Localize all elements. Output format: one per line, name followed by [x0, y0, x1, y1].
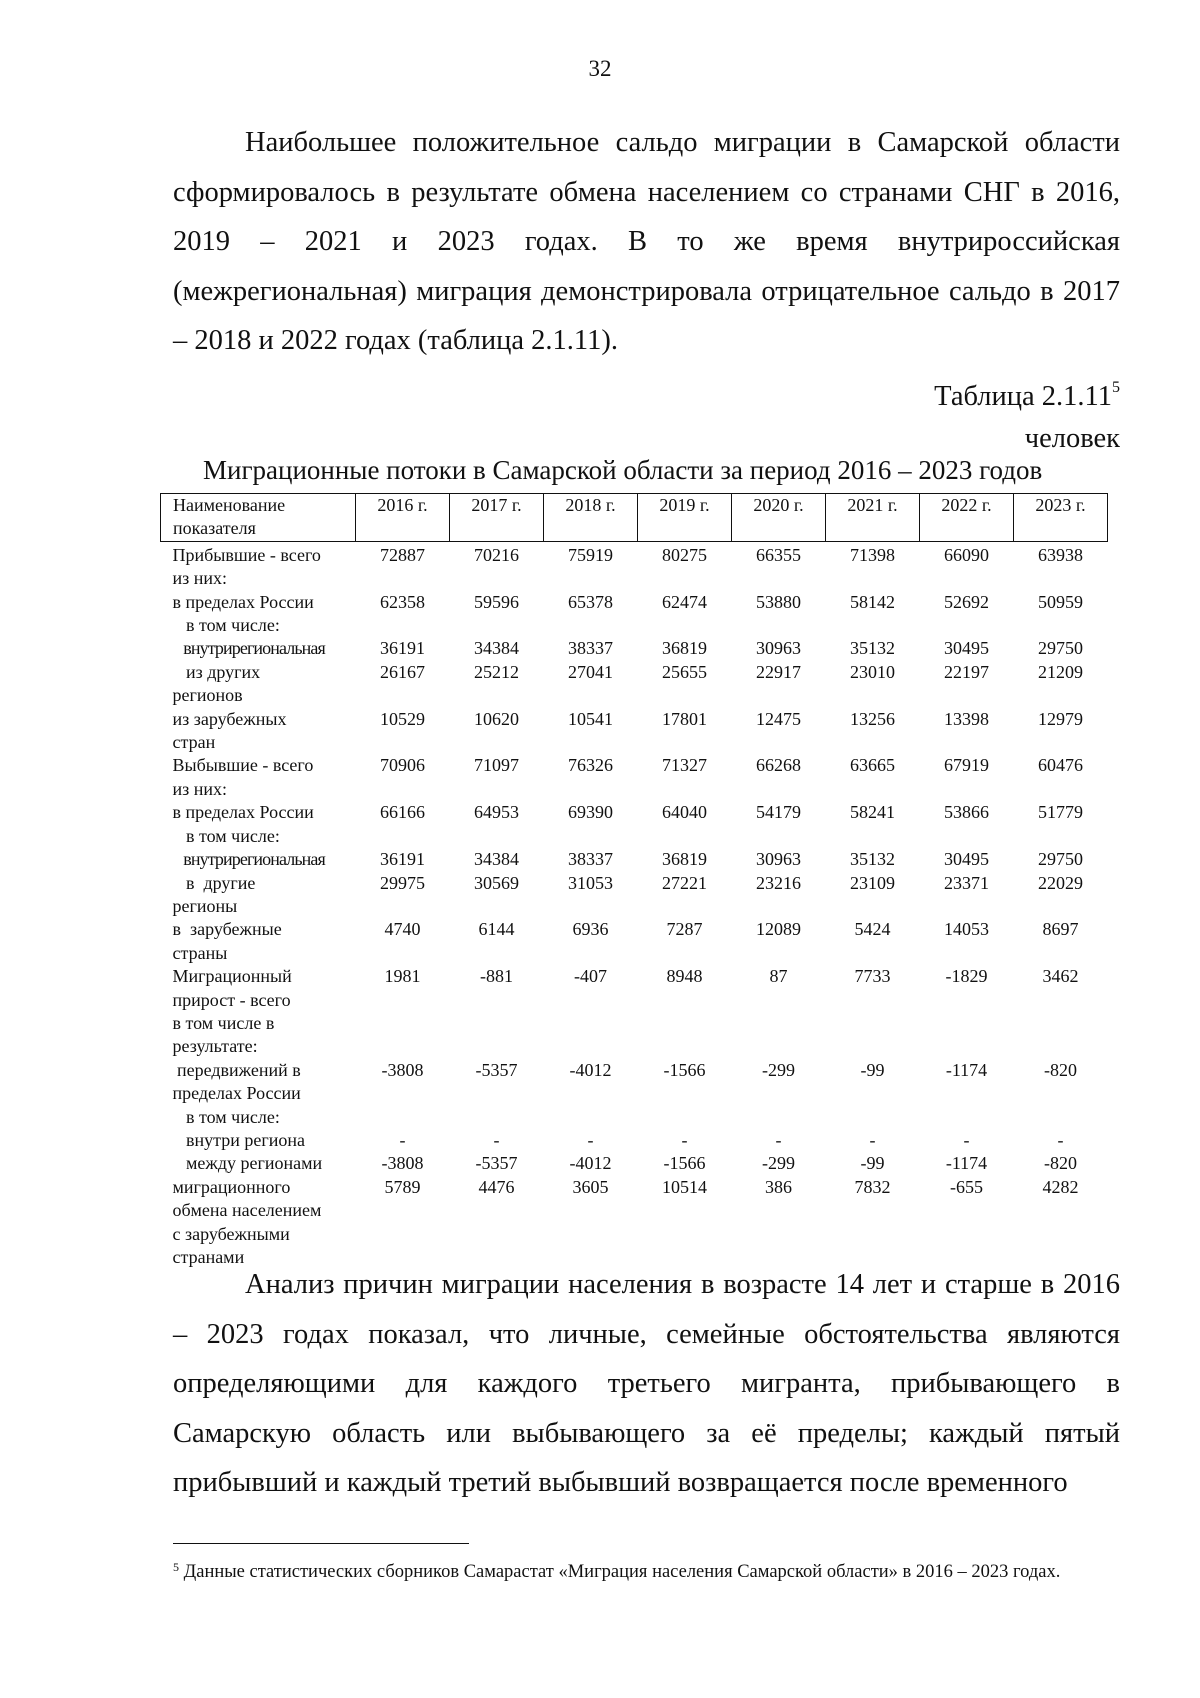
row-label: из зарубежных стран — [172, 708, 287, 753]
table-row — [161, 541, 1108, 590]
table-cell: 35132 — [850, 849, 895, 870]
table-cell: - — [775, 1129, 782, 1150]
table-cell: 53880 — [756, 591, 801, 612]
row-label: в другие регионы — [172, 872, 256, 916]
table-cell: -4012 — [569, 1059, 612, 1080]
table-cell: 67919 — [944, 755, 989, 776]
table-cell: 13398 — [944, 708, 989, 729]
table-cell: 7733 — [854, 966, 891, 987]
footnote-text: Данные статистических сборников Самарастат «Миграция населения Самарской области» в 2016 – 2023 годах. — [179, 1562, 1061, 1582]
table-cell: 21209 — [1038, 661, 1083, 682]
table-row — [161, 1129, 1108, 1152]
table-cell: 23109 — [850, 872, 895, 893]
row-label: Выбывшие - всего из них: — [172, 755, 314, 799]
table-title: Миграционные потоки в Самарской области за период 2016 – 2023 годов — [203, 455, 1043, 485]
table-cell: 60476 — [1038, 755, 1083, 776]
table-cell: -99 — [860, 1153, 885, 1174]
table-cell: -1174 — [945, 1059, 988, 1080]
table-row — [161, 1059, 1108, 1129]
table-cell: 36191 — [380, 638, 425, 659]
table-header-row — [161, 494, 1108, 542]
table-cell: 12475 — [756, 708, 801, 729]
table-number-label: Таблица 2.1.11 — [934, 381, 1112, 412]
table-cell: 51779 — [1038, 802, 1083, 823]
table-cell: 71327 — [662, 755, 707, 776]
table-cell: 59596 — [474, 591, 519, 612]
row-label: внутри региона — [172, 1129, 305, 1150]
table-row — [161, 754, 1108, 801]
table-cell: 27221 — [662, 872, 707, 893]
row-label: внутрирегиональная — [172, 638, 325, 659]
footnote-mark: 5 — [173, 1560, 179, 1574]
table-cell: - — [493, 1129, 500, 1150]
table-cell: 52692 — [944, 591, 989, 612]
table-cell: 3462 — [1042, 966, 1079, 987]
table-cell: 10514 — [662, 1176, 707, 1197]
table-cell: 10541 — [568, 708, 613, 729]
table-cell: 4740 — [384, 919, 421, 940]
table-cell: 1981 — [384, 966, 421, 987]
table-cell: 72887 — [380, 544, 425, 565]
table-cell: 38337 — [568, 849, 613, 870]
table-row — [161, 637, 1108, 660]
migration-table — [160, 493, 1108, 1269]
table-number — [934, 367, 1120, 418]
table-cell: 69390 — [568, 802, 613, 823]
header-year: 2017 г. — [450, 494, 544, 542]
row-label: Прибывшие - всего из них: — [172, 544, 321, 589]
table-cell: 13256 — [850, 708, 895, 729]
row-label: Миграционный прирост - всего в том числе в результате: — [172, 966, 292, 1057]
table-cell: 70906 — [380, 755, 425, 776]
table-cell: 22197 — [944, 661, 989, 682]
table-cell: 34384 — [474, 849, 519, 870]
table-row — [161, 872, 1108, 919]
table-cell: 3605 — [572, 1176, 609, 1197]
table-cell: 35132 — [850, 638, 895, 659]
paragraph-intro-text: Наибольшее положительное сальдо миграции в Самарской области сформировалось в результате обмена населением со странами СНГ в 2016, 2019 – 2021 и 2023 годах. В то же время внутрироссийская (межрегиональная) миграция демонстрировала отрицательное сальдо в 2017 – 2018 и 2022 годах (таблица 2.1.11). — [173, 127, 1120, 356]
table-cell: 23371 — [944, 872, 989, 893]
table-cell: 26167 — [380, 661, 425, 682]
row-label: из других регионов — [172, 661, 261, 706]
table-cell: 22029 — [1038, 872, 1083, 893]
table-cell: 36819 — [662, 849, 707, 870]
table-cell: -5357 — [475, 1153, 518, 1174]
table-cell: 12979 — [1038, 708, 1083, 729]
table-cell: 75919 — [568, 544, 613, 565]
table-cell: 30963 — [756, 849, 801, 870]
header-year: 2019 г. — [638, 494, 732, 542]
row-label: внутрирегиональная — [172, 849, 325, 870]
paragraph-analysis — [173, 1260, 1120, 1508]
table-footnote-mark: 5 — [1112, 379, 1120, 396]
table-cell: 63938 — [1038, 544, 1083, 565]
table-cell: 30495 — [944, 849, 989, 870]
table-cell: 66268 — [756, 755, 801, 776]
table-cell: 14053 — [944, 919, 989, 940]
table-cell: 76326 — [568, 755, 613, 776]
row-label: в зарубежные страны — [172, 919, 282, 963]
header-year: 2022 г. — [920, 494, 1014, 542]
header-year: 2018 г. — [544, 494, 638, 542]
table-cell: 10620 — [474, 708, 519, 729]
table-cell: -1829 — [945, 966, 988, 987]
table-cell: 66090 — [944, 544, 989, 565]
table-cell: 6936 — [572, 919, 609, 940]
table-cell: 71398 — [850, 544, 895, 565]
header-indicator: Наименование показателя — [161, 494, 356, 542]
table-cell: -4012 — [569, 1153, 612, 1174]
table-cell: 25655 — [662, 661, 707, 682]
paragraph-intro — [173, 118, 1120, 366]
table-cell: 8697 — [1042, 919, 1079, 940]
table-cell: 36191 — [380, 849, 425, 870]
table-cell: 58142 — [850, 591, 895, 612]
table-cell: -655 — [950, 1176, 983, 1197]
table-cell: -820 — [1044, 1059, 1077, 1080]
header-year: 2016 г. — [356, 494, 450, 542]
table-cell: 23216 — [756, 872, 801, 893]
page-number: 32 — [588, 56, 612, 81]
table-cell: -1566 — [663, 1153, 706, 1174]
table-cell: 38337 — [568, 638, 613, 659]
table-cell: 63665 — [850, 755, 895, 776]
table-cell: 22917 — [756, 661, 801, 682]
table-row — [161, 801, 1108, 848]
table-cell: -820 — [1044, 1153, 1077, 1174]
table-cell: -5357 — [475, 1059, 518, 1080]
table-caption-block — [934, 367, 1120, 460]
table-cell: 36819 — [662, 638, 707, 659]
table-cell: -881 — [480, 966, 513, 987]
table-cell: 34384 — [474, 638, 519, 659]
table-cell: 66355 — [756, 544, 801, 565]
table-cell: 64040 — [662, 802, 707, 823]
table-cell: 70216 — [474, 544, 519, 565]
table-cell: 386 — [765, 1176, 792, 1197]
table-body — [161, 541, 1108, 1269]
table-cell: 6144 — [478, 919, 515, 940]
table-cell: -99 — [860, 1059, 885, 1080]
header-year: 2020 г. — [732, 494, 826, 542]
table-row — [161, 591, 1108, 638]
table-cell: 50959 — [1038, 591, 1083, 612]
table-row — [161, 1152, 1108, 1175]
paragraph-analysis-text: Анализ причин миграции населения в возрасте 14 лет и старше в 2016 – 2023 годах показал, что личные, семейные обстоятельства являются определяющими для каждого третьего мигранта, прибывающего в Самарскую область или выбывающего за её пределы; каждый пятый прибывший и каждый третий выбывший возвращается после временного — [173, 1269, 1120, 1498]
table-cell: 8948 — [666, 966, 703, 987]
table-cell: 10529 — [380, 708, 425, 729]
table-cell: 4476 — [478, 1176, 515, 1197]
table-row — [161, 661, 1108, 708]
table-cell: 29975 — [380, 872, 425, 893]
table-cell: 29750 — [1038, 849, 1083, 870]
table-cell: - — [587, 1129, 594, 1150]
table-row — [161, 848, 1108, 871]
table-cell: -1174 — [945, 1153, 988, 1174]
table-cell: 53866 — [944, 802, 989, 823]
table-cell: 58241 — [850, 802, 895, 823]
table-cell: - — [963, 1129, 970, 1150]
table-cell: 29750 — [1038, 638, 1083, 659]
table-cell: 7832 — [854, 1176, 891, 1197]
table-cell: 5789 — [384, 1176, 421, 1197]
table-cell: 65378 — [568, 591, 613, 612]
table-cell: 66166 — [380, 802, 425, 823]
table-cell: 7287 — [666, 919, 703, 940]
row-label: между регионами — [172, 1153, 323, 1174]
table-cell: 71097 — [474, 755, 519, 776]
table-cell: 4282 — [1042, 1176, 1079, 1197]
footnote-divider — [173, 1543, 469, 1544]
table-cell: 25212 — [474, 661, 519, 682]
table-cell: 31053 — [568, 872, 613, 893]
table-unit: человек — [1024, 423, 1120, 454]
table-cell: - — [681, 1129, 688, 1150]
row-label: в пределах России в том числе: — [172, 591, 314, 636]
table-cell: 17801 — [662, 708, 707, 729]
table-cell: 80275 — [662, 544, 707, 565]
table-cell: 62474 — [662, 591, 707, 612]
table-row — [161, 965, 1108, 1059]
table-cell: 5424 — [854, 919, 891, 940]
table-cell: 12089 — [756, 919, 801, 940]
row-label: в пределах России в том числе: — [172, 802, 314, 846]
table-cell: -299 — [762, 1059, 795, 1080]
table-cell: 64953 — [474, 802, 519, 823]
header-year: 2023 г. — [1014, 494, 1108, 542]
row-label: передвижений в пределах России в том числе: — [172, 1059, 301, 1127]
table-cell: -1566 — [663, 1059, 706, 1080]
table-row — [161, 1176, 1108, 1270]
table-cell: 62358 — [380, 591, 425, 612]
table-cell: 87 — [769, 966, 788, 987]
footnote — [173, 1556, 1110, 1584]
table-cell: 54179 — [756, 802, 801, 823]
table-cell: -299 — [762, 1153, 795, 1174]
table-row — [161, 918, 1108, 965]
table-cell: 30963 — [756, 638, 801, 659]
table-cell: 30569 — [474, 872, 519, 893]
table-cell: 27041 — [568, 661, 613, 682]
table-cell: - — [869, 1129, 876, 1150]
table-cell: -3808 — [381, 1153, 424, 1174]
table-cell: -407 — [574, 966, 607, 987]
table-cell: -3808 — [381, 1059, 424, 1080]
table-cell: 30495 — [944, 638, 989, 659]
row-label: миграционного обмена населением с зарубежными странами — [172, 1176, 322, 1267]
table-cell: - — [399, 1129, 406, 1150]
table-row — [161, 708, 1108, 755]
table-cell: 23010 — [850, 661, 895, 682]
table-cell: - — [1057, 1129, 1064, 1150]
header-year: 2021 г. — [826, 494, 920, 542]
